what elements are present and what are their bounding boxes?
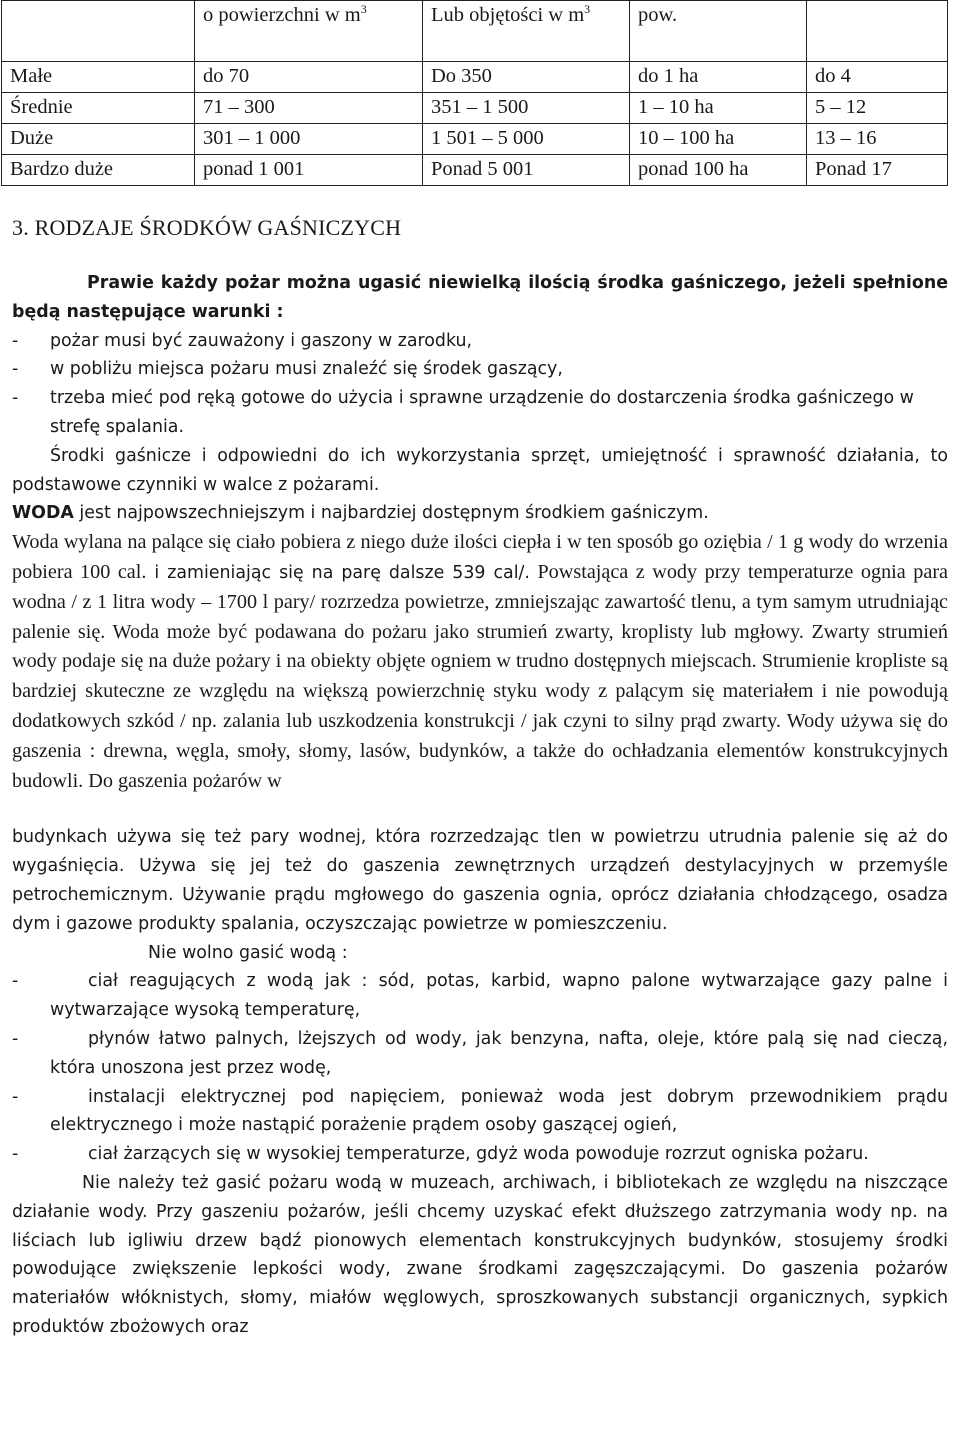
list-item: - instalacji elektrycznej pod napięciem, ponieważ woda jest dobrym przewodnikiem prądu elektrycznego i może nastąpić porażenie prądem osoby gaszącej ogień,	[12, 1083, 948, 1141]
table-cell: 13 – 16	[807, 124, 948, 155]
list-item: - pożar musi być zauważony i gaszony w zarodku,	[12, 330, 473, 351]
table-cell: 301 – 1 000	[195, 124, 423, 155]
list-item-text: w pobliżu miejsca pożaru musi znaleźć się środek gaszący,	[50, 359, 563, 380]
header-superscript: 3	[584, 2, 591, 17]
water-keyword: WODA	[12, 503, 74, 524]
section-heading: 3. RODZAJE ŚRODKÓW GAŚNICZYCH	[12, 215, 402, 240]
paragraph-steam: budynkach używa się też pary wodnej, która rozrzedzając tlen w powietrzu utrudnia palenie się aż do wygaśnięcia. Używa się jej też do gaszenia zewnętrznych urządzeń destylacyjnych w przemyśle petrochemicznym. Używanie prądu mgłowego do gaszenia ognia, oprócz działania chłodzącego, osadza dym i gazowe produkty spalania, oczyszczając powietrze w pomieszczeniu.	[12, 827, 948, 934]
paragraph-gap	[12, 796, 948, 823]
table-cell: ponad 100 ha	[630, 155, 807, 186]
table-cell: do 70	[195, 62, 423, 93]
table-cell: ponad 1 001	[195, 155, 423, 186]
list-item: - ciał reagujących z wodą jak : sód, potas, karbid, wapno palone wytwarzające gazy palne i wytwarzające wysoką temperaturę,	[12, 967, 948, 1025]
fire-size-table	[1, 0, 948, 186]
table-header-cell	[807, 1, 948, 62]
paragraph-water	[12, 499, 948, 528]
table-cell: 1 – 10 ha	[630, 93, 807, 124]
list-item-text: instalacji elektrycznej pod napięciem, ponieważ woda jest dobrym przewodnikiem prądu elektrycznego i może nastąpić porażenie prądem osoby gaszącej ogień,	[50, 1086, 948, 1136]
table-cell: Duże	[2, 124, 195, 155]
header-text: Lub objętości w m	[431, 4, 585, 26]
table-cell: Ponad 17	[807, 155, 948, 186]
table-header-cell	[195, 1, 423, 62]
table-cell: do 4	[807, 62, 948, 93]
list-item-text: płynów łatwo palnych, lżejszych od wody, jak benzyna, nafta, oleje, które palą się nad cieczą, która unoszona jest przez wodę,	[50, 1028, 948, 1078]
list-item: - płynów łatwo palnych, lżejszych od wody, jak benzyna, nafta, oleje, które palą się nad cieczą, która unoszona jest przez wodę,	[12, 1025, 948, 1083]
paragraph-water-properties	[12, 528, 948, 796]
list-item: - trzeba mieć pod ręką gotowe do użycia i sprawne urządzenie do dostarczenia środka gaśniczego w strefę spalania.	[12, 388, 914, 437]
table-header-row	[2, 1, 948, 62]
table-header-cell: pow.	[630, 1, 807, 62]
table-header-cell	[423, 1, 630, 62]
body-text	[12, 269, 948, 1342]
list-item: - w pobliżu miejsca pożaru musi znaleźć się środek gaszący,	[12, 359, 563, 380]
list-item-text: trzeba mieć pod ręką gotowe do użycia i sprawne urządzenie do dostarczenia środka gaśniczego w strefę spalania.	[50, 388, 914, 437]
not-water-title: Nie wolno gasić wodą :	[148, 942, 348, 963]
table-cell: Bardzo duże	[2, 155, 195, 186]
table-cell: 71 – 300	[195, 93, 423, 124]
table-row	[2, 124, 948, 155]
text-segment: Woda wylana na palące się ciało pobiera z niego duże ilości ciepła i w ten sposób go oziębia / 1 g wody do wrzenia pobiera 100 cal.	[12, 531, 948, 583]
table-cell: 5 – 12	[807, 93, 948, 124]
paragraph-means: Środki gaśnicze i odpowiedni do ich wykorzystania sprzęt, umiejętność i sprawność działania, to podstawowe czynniki w walce z pożarami.	[12, 445, 948, 495]
table-cell: 10 – 100 ha	[630, 124, 807, 155]
paragraph-museums: Nie należy też gasić pożaru wodą w muzeach, archiwach, i bibliotekach ze względu na niszczące działanie wody. Przy gaszeniu pożarów, jeśli chcemy uzyskać efekt dłuższego zatrzymania wody np. na liściach lub igliwiu drzew bądź pionowych elementach konstrukcyjnych budynków, stosujemy środki powodujące zwiększenie lepkości wody, zwane środkami zagęszczającymi. Do gaszenia pożarów materiałów włóknistych, słomy, miałów węglowych, sproszkowanych substancji organicznych, sypkich produktów zbożowych oraz	[12, 1172, 948, 1337]
table-cell: Małe	[2, 62, 195, 93]
list-item: - ciał żarzących się w wysokiej temperaturze, gdyż woda powoduje rozrzut ogniska pożaru.	[12, 1140, 948, 1169]
table-cell: 351 – 1 500	[423, 93, 630, 124]
table-header-cell	[2, 1, 195, 62]
table-row	[2, 155, 948, 186]
text-segment: i zamieniając się na parę dalsze 539 cal/.	[146, 562, 530, 583]
list-item-text: ciał reagujących z wodą jak : sód, potas, karbid, wapno palone wytwarzające gazy palne i wytwarzające wysoką temperaturę,	[50, 971, 948, 1021]
header-superscript: 3	[360, 2, 367, 17]
intro-paragraph: Prawie każdy pożar można ugasić niewielką ilością środka gaśniczego, jeżeli spełnione będą następujące warunki :	[12, 273, 948, 322]
header-text: o powierzchni w m	[203, 4, 361, 26]
list-item-text: pożar musi być zauważony i gaszony w zarodku,	[50, 330, 473, 351]
list-item-text: ciał żarzących się w wysokiej temperaturze, gdyż woda powoduje rozrzut ogniska pożaru.	[88, 1144, 869, 1165]
table-cell: Ponad 5 001	[423, 155, 630, 186]
table-row	[2, 62, 948, 93]
table-cell: 1 501 – 5 000	[423, 124, 630, 155]
table-row	[2, 93, 948, 124]
table-cell: do 1 ha	[630, 62, 807, 93]
table-cell: Średnie	[2, 93, 195, 124]
text-segment: Powstająca z wody przy temperaturze ognia para wodna / z 1 litra wody – 1700 l pary/ rozrzedza powietrze, zmniejszając zawartość tlenu, a tym samym utrudniając palenie się. Woda może być podawana do pożaru jako strumień zwarty, kroplisty lub mgłowy. Zwarty strumień wody podaje się na duże pożary i na obiekty objęte ogniem w trudno dostępnych miejscach. Strumienie kropliste są bardziej skuteczne ze względu na większą powierzchnię styku wody z palącym się materiałem i nie powodują dodatkowych szkód / np. zalania lub uszkodzenia konstrukcji / jak czyni to silny prąd zwarty. Wody używa się do gaszenia : drewna, węgla, smoły, słomy, lasów, budynków, a także do ochładzania elementów konstrukcyjnych budowli. Do gaszenia pożarów w	[12, 560, 949, 792]
table-cell: Do 350	[423, 62, 630, 93]
water-text: jest najpowszechniejszym i najbardziej dostępnym środkiem gaśniczym.	[73, 503, 709, 524]
